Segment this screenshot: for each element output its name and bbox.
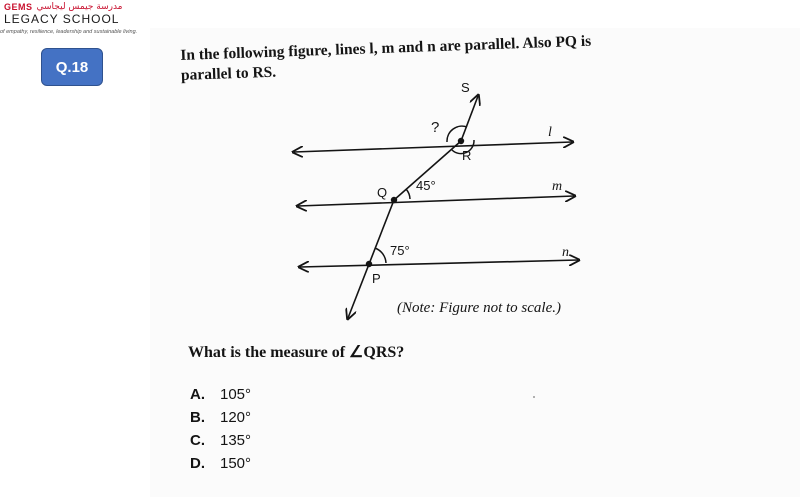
- label-angle-q: 45°: [416, 178, 436, 193]
- figure-note: (Note: Figure not to scale.): [397, 300, 561, 316]
- option-d[interactable]: [190, 455, 251, 478]
- scan-speck: [533, 396, 535, 398]
- line-l: [294, 142, 572, 152]
- transversal-pq: [348, 200, 394, 318]
- option-value: 150°: [220, 455, 252, 472]
- question-line-2: parallel to RS.: [180, 63, 277, 84]
- option-value: 135°: [220, 432, 252, 449]
- gems-logo: GEMS: [4, 2, 33, 12]
- label-r: R: [462, 148, 472, 163]
- label-m: m: [552, 179, 563, 194]
- point-p: [366, 261, 372, 267]
- point-q: [391, 197, 397, 203]
- angle-arc-q: [406, 189, 410, 199]
- label-s: S: [461, 80, 470, 95]
- school-name-arabic: مدرسة جيمس ليجاسي: [36, 2, 123, 12]
- question-number-badge: Q.18: [41, 48, 103, 86]
- option-letter: C.: [190, 432, 205, 449]
- option-c[interactable]: [190, 432, 251, 455]
- option-b[interactable]: [190, 409, 251, 432]
- line-n: [300, 260, 578, 267]
- line-m: [298, 196, 574, 206]
- label-p: P: [372, 271, 381, 286]
- option-letter: D.: [190, 455, 205, 472]
- option-letter: A.: [190, 386, 205, 403]
- ray-rs: [461, 96, 478, 141]
- label-n: n: [562, 245, 569, 260]
- option-value: 120°: [220, 409, 252, 426]
- point-r: [458, 138, 464, 144]
- label-unknown-angle: ?: [431, 119, 440, 136]
- option-letter: B.: [190, 409, 205, 426]
- option-value: 105°: [220, 386, 252, 403]
- angle-arc-p: [375, 248, 386, 263]
- answer-options: [190, 386, 251, 478]
- option-a[interactable]: [190, 386, 251, 409]
- school-tagline: of empathy, resilience, leadership and sustainable living.: [0, 29, 138, 35]
- label-angle-p: 75°: [390, 243, 410, 258]
- geometry-figure: [280, 78, 600, 326]
- question-prompt: What is the measure of ∠QRS?: [188, 344, 405, 361]
- question-line-1: In the following figure, lines l, m and n are parallel. Also PQ is: [180, 32, 592, 64]
- school-name: LEGACY SCHOOL: [4, 12, 120, 26]
- brand-row: [4, 2, 123, 12]
- label-q: Q: [377, 185, 388, 200]
- parallel-lines-diagram: [280, 78, 600, 326]
- label-l: l: [548, 125, 552, 140]
